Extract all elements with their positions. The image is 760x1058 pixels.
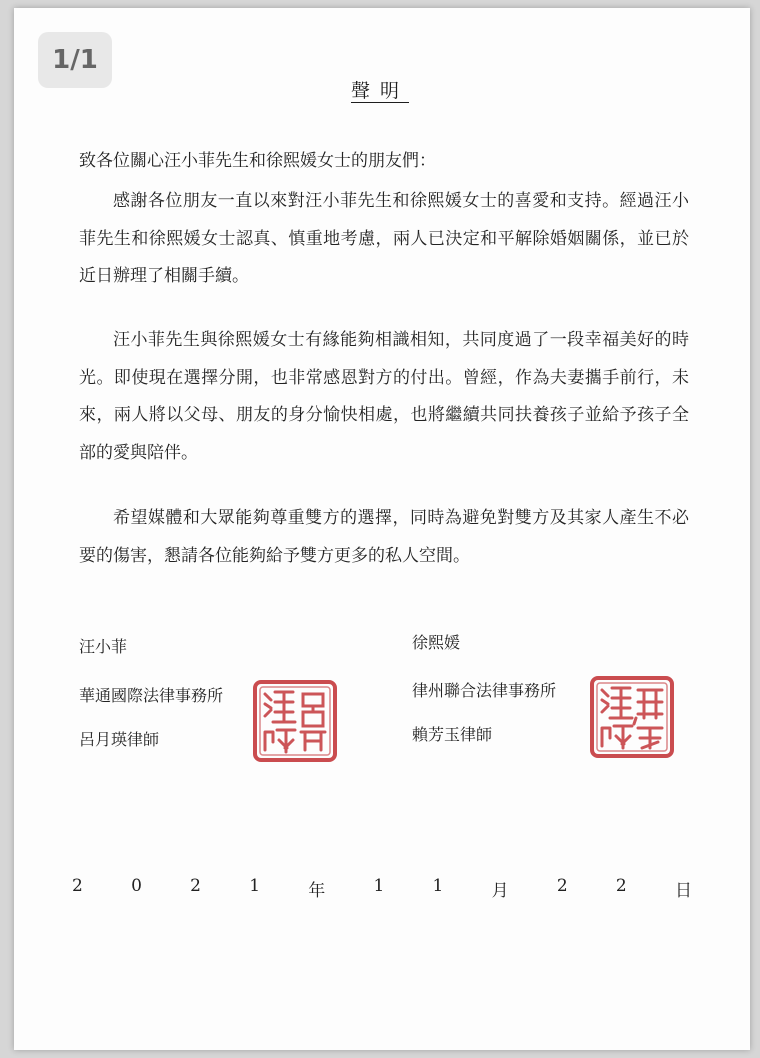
seal-stamp-left	[251, 678, 339, 764]
date-char: 1	[249, 876, 261, 896]
signatory-right-firm: 律州聯合法律事務所	[412, 681, 557, 700]
date-char: 2	[615, 876, 627, 896]
date-char: 1	[432, 876, 444, 896]
date-char: 2	[72, 876, 83, 896]
date-char: 日	[674, 881, 692, 901]
signatory-right-lawyer: 賴芳玉律師	[412, 725, 493, 744]
document-date	[72, 876, 692, 901]
date-char: 0	[131, 876, 142, 896]
date-char: 2	[556, 876, 568, 896]
salutation: 致各位關心汪小菲先生和徐熙媛女士的朋友們：	[79, 151, 436, 171]
seal-stamp-right	[588, 674, 676, 760]
date-char: 年	[308, 881, 326, 901]
page-indicator: 1/1	[38, 32, 112, 88]
paragraph-3: 希望媒體和大眾能夠尊重雙方的選擇，同時為避免對雙方及其家人產生不必要的傷害，懇請各位能夠給予雙方更多的私人空間。	[79, 508, 689, 566]
date-char: 2	[190, 876, 201, 896]
signatory-left-name: 汪小菲	[79, 637, 128, 656]
signatory-left-firm: 華通國際法律事務所	[79, 686, 224, 705]
document-title: 聲明	[350, 80, 409, 102]
date-char: 1	[373, 876, 385, 896]
paragraph-2: 汪小菲先生與徐熙媛女士有緣能夠相識相知，共同度過了一段幸福美好的時光。即使現在選擇分開，也非常感恩對方的付出。曾經，作為夫妻攜手前行，未來，兩人將以父母、朋友的身分愉快相處，也將繼續共同扶養孩子並給予孩子全部的愛與陪伴。	[79, 330, 689, 463]
signatory-right-name: 徐熙媛	[412, 633, 461, 652]
signatory-left-lawyer: 呂月瑛律師	[79, 730, 160, 749]
paragraph-1: 感謝各位朋友一直以來對汪小菲先生和徐熙媛女士的喜愛和支持。經過汪小菲先生和徐熙媛女士認真、慎重地考慮，兩人已決定和平解除婚姻關係，並已於近日辦理了相關手續。	[79, 191, 689, 286]
date-char: 月	[491, 881, 509, 901]
